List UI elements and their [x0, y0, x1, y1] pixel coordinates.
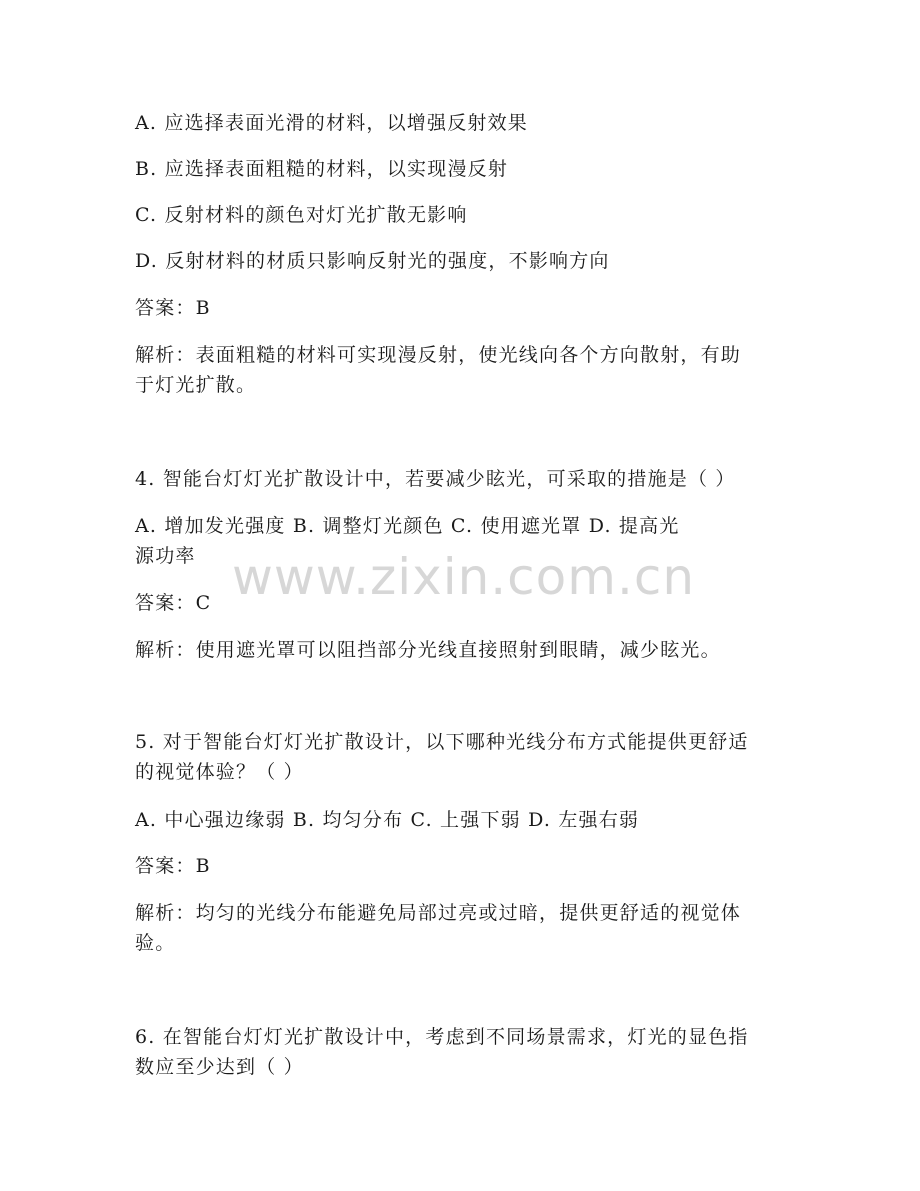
q5-question-line1: 5. 对于智能台灯灯光扩散设计，以下哪种光线分布方式能提供更舒适 — [135, 731, 749, 753]
q4-question: 4. 智能台灯灯光扩散设计中，若要减少眩光，可采取的措施是（ ） — [135, 468, 736, 490]
q3-answer: 答案：B — [135, 297, 211, 319]
q3-analysis-line1: 解析：表面粗糙的材料可实现漫反射，使光线向各个方向散射，有助 — [135, 344, 742, 366]
q3-option-d: D. 反射材料的材质只影响反射光的强度，不影响方向 — [135, 250, 610, 272]
q6-question — [135, 1022, 785, 1082]
q4-options-line2: 源功率 — [135, 545, 196, 567]
q4-analysis: 解析：使用遮光罩可以阻挡部分光线直接照射到眼睛，减少眩光。 — [135, 639, 721, 661]
q3-option-b: B. 应选择表面粗糙的材料，以实现漫反射 — [135, 158, 509, 180]
q6-question-line2: 数应至少达到（ ） — [135, 1056, 304, 1078]
q4-options — [135, 511, 785, 571]
q4-answer: 答案：C — [135, 592, 212, 614]
q4-options-line1: A. 增加发光强度 B. 调整灯光颜色 C. 使用遮光罩 D. 提高光 — [135, 515, 680, 537]
q5-answer: 答案：B — [135, 855, 211, 877]
q6-question-line1: 6. 在智能台灯灯光扩散设计中，考虑到不同场景需求，灯光的显色指 — [135, 1026, 749, 1048]
q5-question — [135, 727, 785, 787]
q3-analysis-line2: 于灯光扩散。 — [135, 374, 257, 396]
q3-option-c: C. 反射材料的颜色对灯光扩散无影响 — [135, 204, 468, 226]
watermark: www.zixin.com.cn — [232, 548, 696, 606]
q5-analysis — [135, 898, 785, 958]
q5-analysis-line1: 解析：均匀的光线分布能避免局部过亮或过暗，提供更舒适的视觉体 — [135, 902, 742, 924]
q5-options: A. 中心强边缘弱 B. 均匀分布 C. 上强下弱 D. 左强右弱 — [135, 809, 640, 831]
q5-question-line2: 的视觉体验？（ ） — [135, 761, 304, 783]
q3-option-a: A. 应选择表面光滑的材料，以增强反射效果 — [135, 112, 529, 134]
q3-analysis — [135, 340, 785, 400]
q5-analysis-line2: 验。 — [135, 932, 176, 954]
